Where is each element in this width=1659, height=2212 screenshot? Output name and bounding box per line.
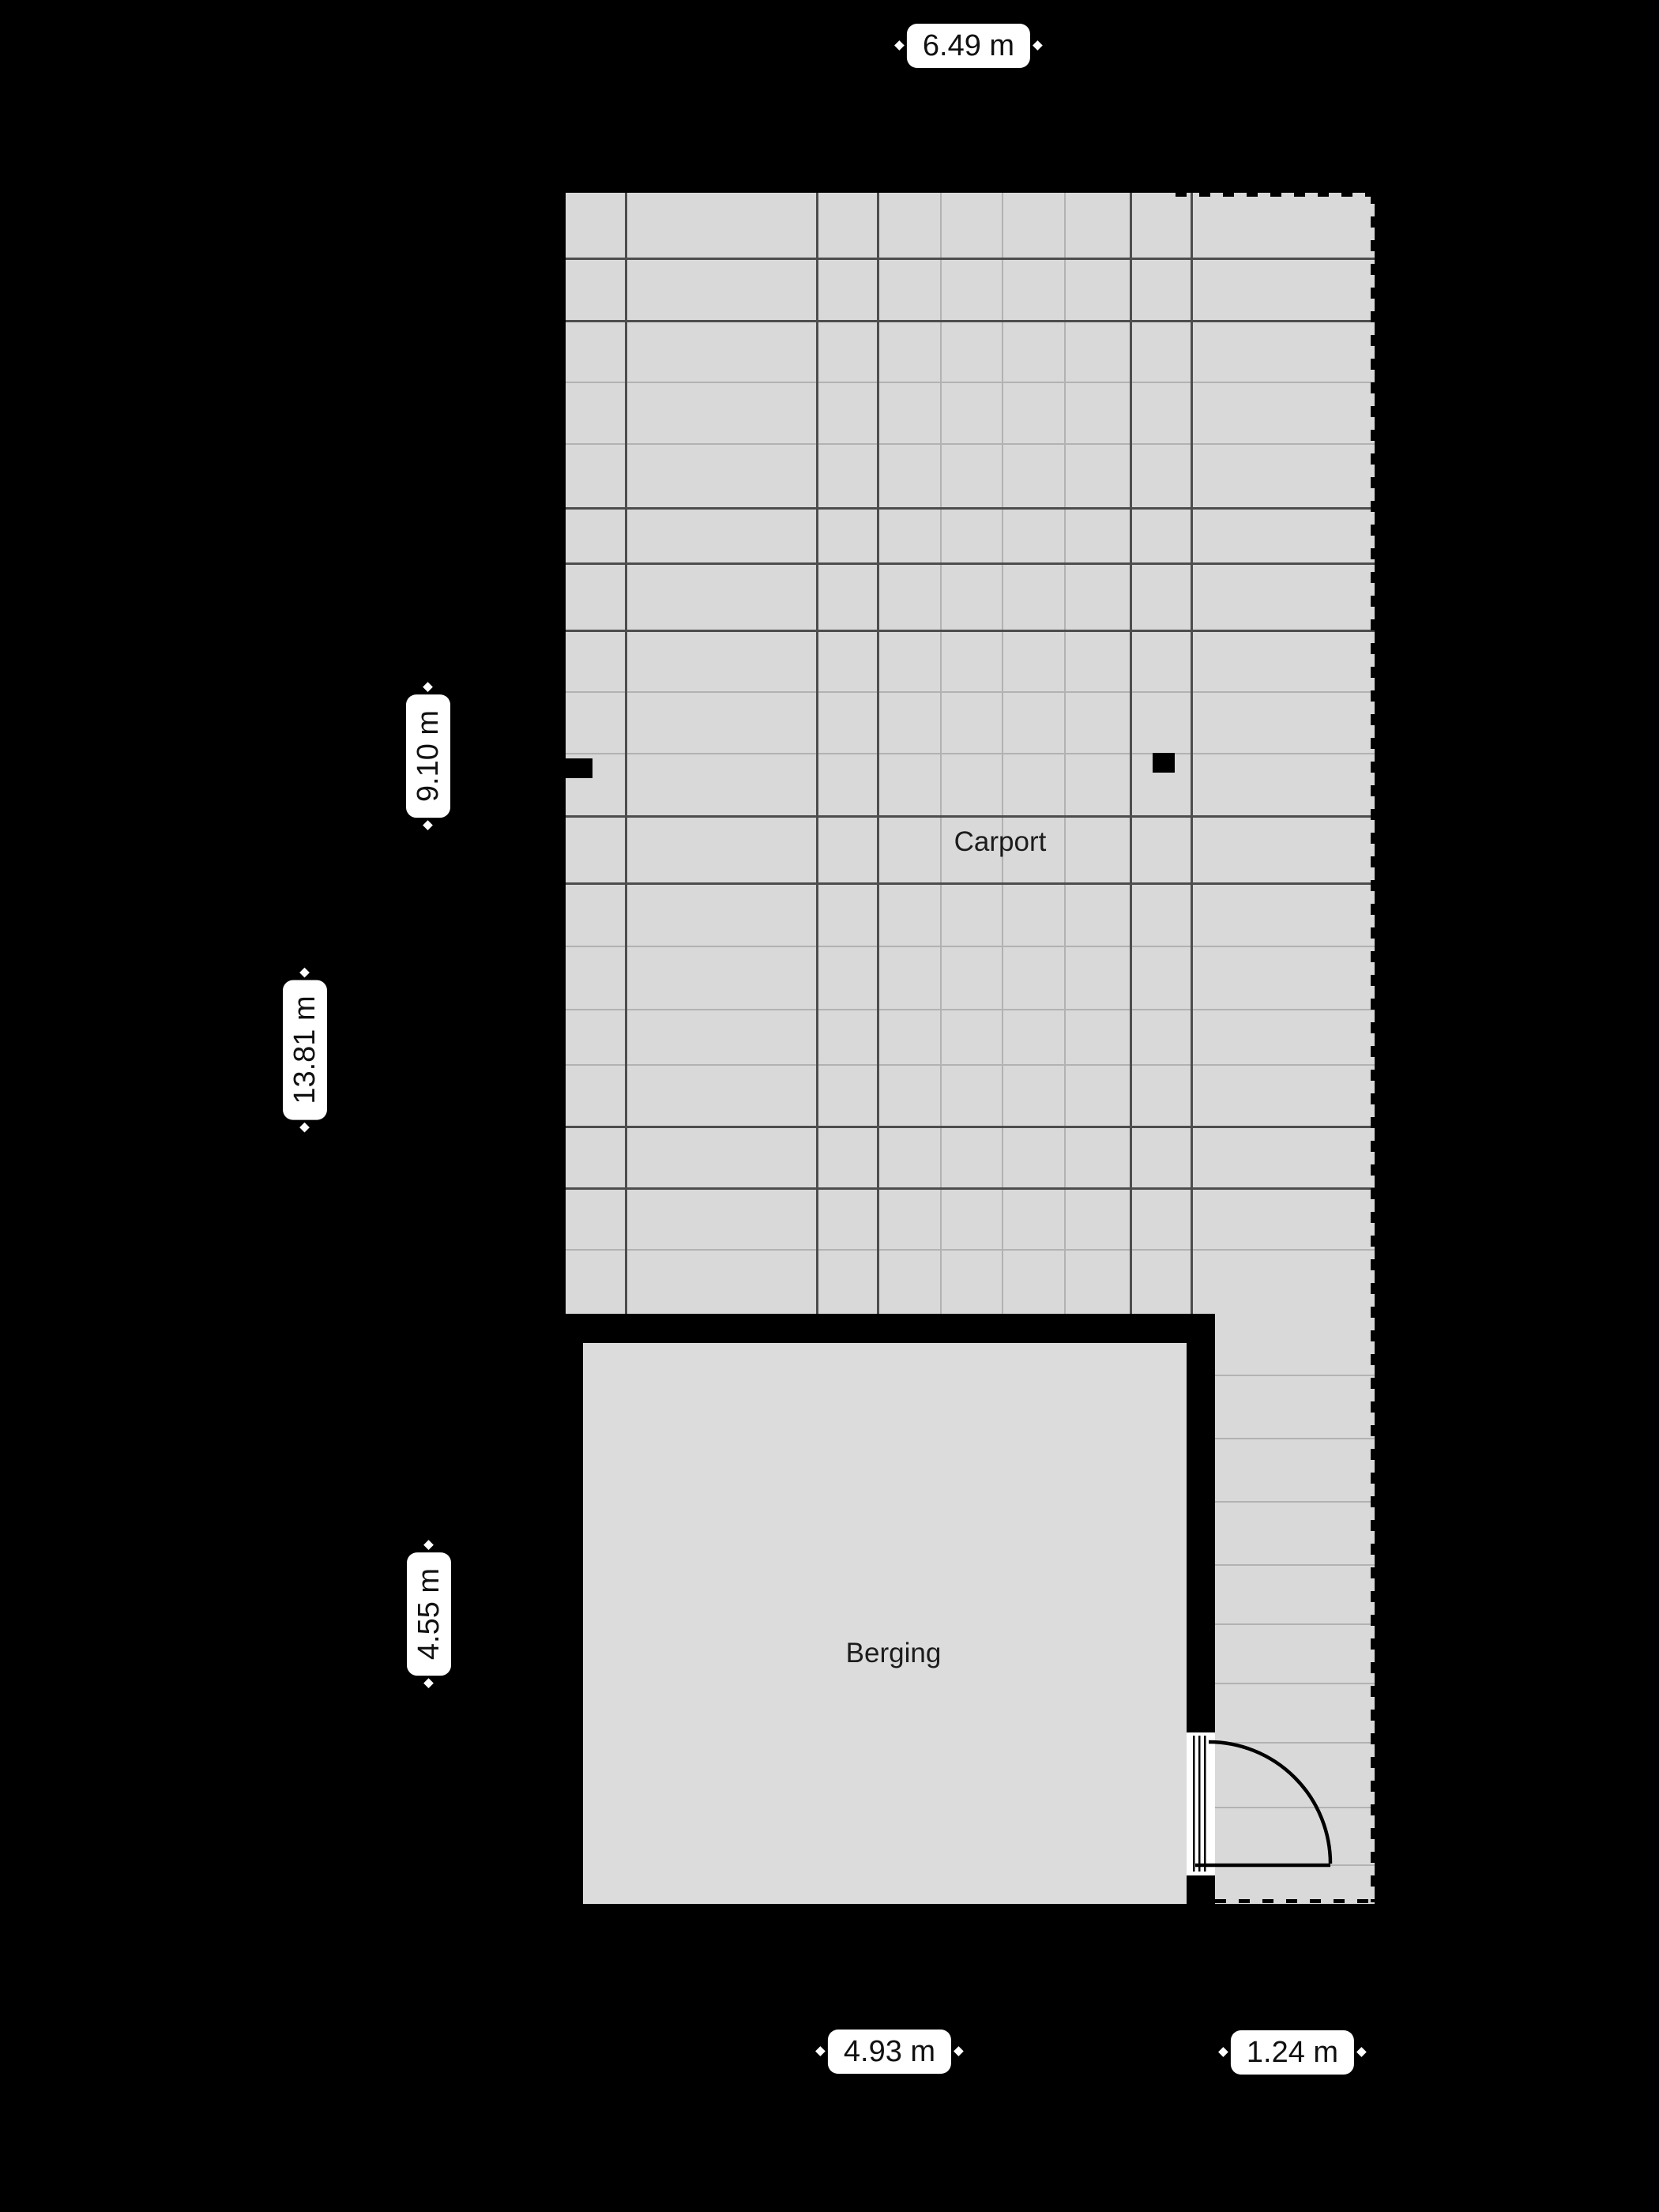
tile-grid-line xyxy=(816,193,818,1314)
tile-grid-line xyxy=(1130,193,1132,1314)
dim-label-total-depth: 13.81 m xyxy=(283,980,327,1119)
tile-grid-line xyxy=(1215,1742,1375,1744)
tile-grid-line xyxy=(566,691,1375,693)
door-leaf xyxy=(1193,1736,1209,1872)
carport-post-left xyxy=(566,758,592,778)
tile-grid-line xyxy=(566,946,1375,947)
tile-grid-line xyxy=(566,630,1375,632)
tile-grid-line xyxy=(566,882,1375,885)
tile-grid-line xyxy=(566,320,1375,322)
tile-grid-line xyxy=(566,1187,1375,1190)
berging-room xyxy=(583,1343,1187,1904)
tile-grid-line xyxy=(1215,1501,1375,1503)
tile-grid-line xyxy=(1215,1375,1375,1376)
right-strip-floor xyxy=(1215,1314,1375,1904)
berging-top-wall xyxy=(566,1314,1215,1343)
tile-grid-line xyxy=(1191,193,1193,1314)
dim-label-right-strip-width: 1.24 m xyxy=(1231,2030,1354,2075)
carport-post-right xyxy=(1153,753,1175,773)
tile-grid-line xyxy=(1215,1683,1375,1684)
dim-label-berging-width: 4.93 m xyxy=(828,2030,951,2074)
berging-left-wall xyxy=(566,1314,583,1904)
berging-right-wall-stub xyxy=(1193,1875,1215,1904)
dim-label-berging-depth: 4.55 m xyxy=(407,1552,451,1676)
tile-grid-line xyxy=(566,382,1375,383)
room-label-berging: Berging xyxy=(845,1638,942,1668)
carport-floor xyxy=(566,193,1375,1314)
dashed-edge-right xyxy=(1371,193,1375,1902)
tile-grid-line xyxy=(566,815,1375,818)
tile-grid-line xyxy=(1215,1807,1375,1808)
tile-grid-line xyxy=(566,258,1375,260)
tile-grid-line xyxy=(566,1126,1375,1128)
tile-grid-line xyxy=(566,507,1375,510)
tile-grid-line xyxy=(566,753,1375,754)
tile-grid-line xyxy=(1215,1564,1375,1566)
room-label-carport: Carport xyxy=(954,826,1047,857)
tile-grid-line xyxy=(566,562,1375,565)
tile-grid-line xyxy=(1215,1438,1375,1439)
tile-grid-line xyxy=(877,193,879,1314)
berging-right-wall xyxy=(1187,1314,1215,1732)
tile-grid-line xyxy=(1215,1623,1375,1625)
tile-grid-line xyxy=(566,1249,1375,1251)
dim-label-carport-depth: 9.10 m xyxy=(406,694,450,818)
dashed-edge-top xyxy=(1176,193,1375,197)
tile-grid-line xyxy=(566,1009,1375,1010)
tile-grid-line xyxy=(566,443,1375,445)
floor-plan xyxy=(566,193,1375,1904)
dim-label-top-width: 6.49 m xyxy=(907,24,1030,68)
dashed-edge-bottom xyxy=(1215,1899,1375,1903)
tile-grid-line xyxy=(1215,1864,1375,1866)
tile-grid-line xyxy=(566,1064,1375,1066)
tile-grid-line xyxy=(625,193,627,1314)
